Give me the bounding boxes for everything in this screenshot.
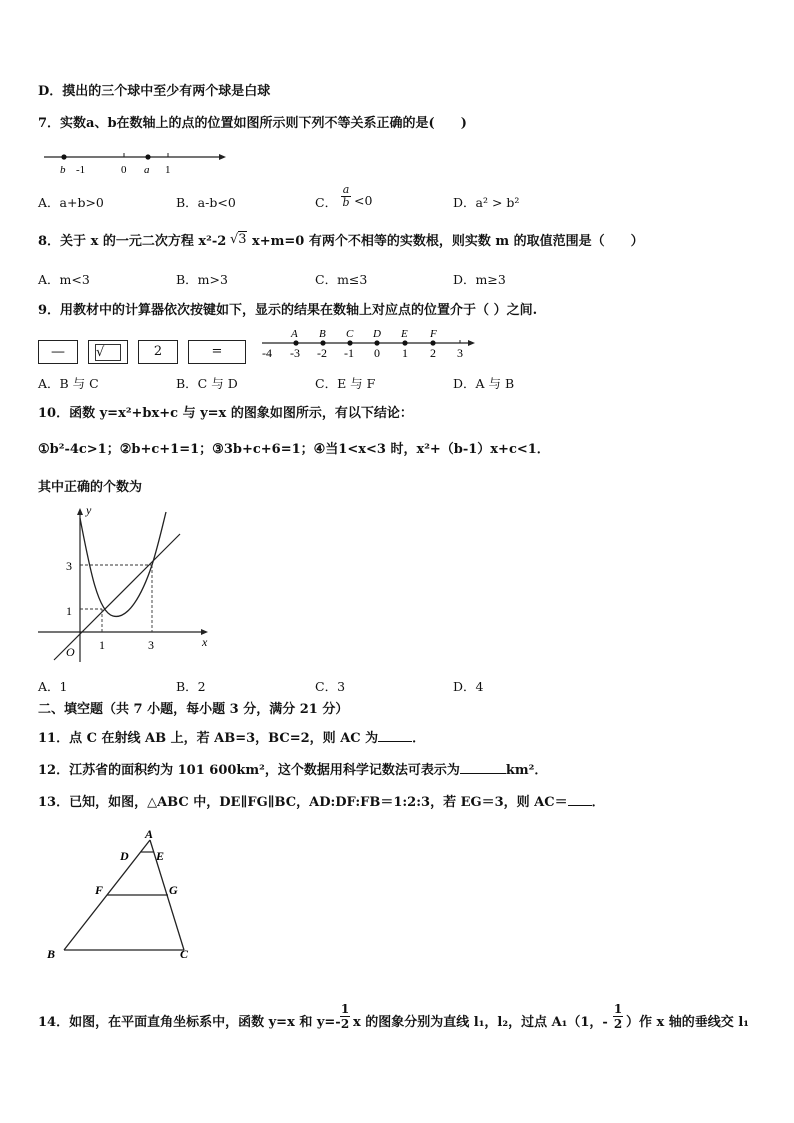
q13-label-b: B [47,947,56,961]
q7-stem: 7．实数a、b在数轴上的点的位置如图所示则下列不等关系正确的是( ) [38,116,467,131]
calc-key-sqrt-label: √ [96,345,105,360]
q9-point-e: E [401,328,408,340]
q8-option-b: B．m>3 [176,272,228,287]
q12-answer-blank[interactable] [460,760,506,774]
calc-key-equals-label: = [211,344,223,359]
q13-stem: 13．已知，如图，△ABC 中，DE∥FG∥BC，AD:DF:FB＝1:2:3，若 EG＝3，则 AC＝ [38,795,568,810]
q7-frac-denominator: b [342,196,350,209]
q12-end: km²． [505,763,548,778]
q10-option-b: B．2 [176,679,206,694]
q14-frac1-numerator: 1 [340,1002,350,1016]
q7-label-neg1: -1 [76,164,86,176]
q13-label-e: E [156,849,165,863]
q7-number-line [40,148,240,178]
q14-part2: x 的图象分别为直线 l₁，l₂，过点 A₁（1，- [353,1015,608,1030]
q9-point-b: B [319,328,326,340]
q11-text [38,728,425,747]
q13-text [38,792,605,811]
q13-end: ． [591,795,605,810]
q14-part3: ）作 x 轴的垂线交 l₁ [626,1015,749,1030]
q8-stem-part2: x+m=0 有两个不相等的实数根，则实数 m 的取值范围是（ ） [252,234,644,249]
q6-option-d: D．摸出的三个球中至少有两个球是白球 [38,84,271,99]
q9-tick-3: 3 [457,346,463,360]
q7-label-a: a [144,164,150,176]
q12-text [38,760,547,779]
q8-sqrt [230,232,247,247]
calc-key-equals [188,340,246,364]
q9-option-a: A．B 与 C [38,376,99,391]
q10-conclusions: ①b²-4c>1；②b+c+1=1；③3b+c+6=1；④当1<x<3 时，x²+（b-1）x+c<1． [38,442,550,457]
q10-y-axis-label: y [86,503,92,517]
q13-triangle-figure [40,828,210,968]
q10-y3-label: 3 [66,559,72,573]
q9-stem: 9．用教材中的计算器依次按键如下，显示的结果在数轴上对应点的位置介于（ ）之间. [38,303,538,318]
q13-label-d: D [120,849,129,863]
q7-option-d: D．a² > b² [453,195,520,210]
q9-number-line [258,323,480,363]
q8-option-c: C．m≤3 [315,272,368,287]
q7-label-1: 1 [165,164,171,176]
q9-point-a: A [291,328,298,340]
sqrt-key-icon [95,344,121,361]
q9-point-d: D [373,328,381,340]
q14-fraction-2 [613,1002,623,1031]
q9-tick-1: 1 [402,346,408,360]
q9-option-c: C．E 与 F [315,376,376,391]
q9-tick-neg3: -3 [290,346,300,360]
section2-heading: 二、填空题（共 7 小题，每小题 3 分，满分 21 分） [38,702,349,717]
q10-subquestion: 其中正确的个数为 [38,480,143,495]
q9-tick-2: 2 [430,346,436,360]
q13-label-c: C [180,947,189,961]
calc-key-minus [38,340,78,364]
q10-stem: 10．函数 y=x²+bx+c 与 y=x 的图象如图所示，有以下结论： [38,406,413,421]
q11-answer-blank[interactable] [378,728,412,742]
q7-option-c-fraction [341,184,351,209]
q9-tick-neg1: -1 [344,346,354,360]
q14-frac2-numerator: 1 [613,1002,623,1016]
q9-point-f: F [430,328,437,340]
q14-frac2-denominator: 2 [613,1017,623,1031]
q7-label-0: 0 [121,164,127,176]
q11-end: ． [412,731,426,746]
q11-stem: 11．点 C 在射线 AB 上，若 AB=3，BC=2，则 AC 为 [38,731,379,746]
calc-key-2-label: 2 [153,344,163,359]
q10-option-a: A．1 [38,679,68,694]
q13-label-f: F [95,883,104,897]
q9-tick-neg4: -4 [262,346,272,360]
q7-option-c-suffix: <0 [354,193,373,208]
q9-option-b: B．C 与 D [176,376,238,391]
q8-option-d: D．m≥3 [453,272,506,287]
q8-stem-part1: 8．关于 x 的一元二次方程 x²-2 [38,234,227,249]
q9-point-c: C [346,328,354,340]
calc-key-sqrt [88,340,128,364]
q14-frac1-denominator: 2 [340,1017,350,1031]
q13-label-g: G [169,883,178,897]
q14-fraction-1 [340,1002,350,1031]
q7-option-b: B．a-b<0 [176,195,236,210]
q9-tick-0: 0 [374,346,380,360]
q12-stem: 12．江苏省的面积约为 101 600km²，这个数据用科学记数法可表示为 [38,763,460,778]
q10-y1-label: 1 [66,604,72,618]
q10-origin-label: O [66,645,75,659]
q10-x-axis-label: x [202,635,208,649]
q7-label-b: b [60,164,66,176]
radical-icon: √ [230,232,239,247]
q9-tick-neg2: -2 [317,346,327,360]
calc-key-2 [138,340,178,364]
q8-option-a: A．m<3 [38,272,90,287]
q8-sqrt-value: 3 [238,232,247,247]
q10-x3-label: 3 [148,638,154,652]
q10-graph [30,500,220,668]
q7-frac-numerator: a [342,183,350,196]
q14-part1: 14．如图，在平面直角坐标系中，函数 y=x 和 y=- [38,1015,341,1030]
q10-option-c: C．3 [315,679,346,694]
q10-option-d: D．4 [453,679,484,694]
q13-label-a: A [145,828,154,841]
q10-x1-label: 1 [99,638,105,652]
q13-answer-blank[interactable] [568,792,592,806]
calc-key-minus-label: — [51,344,65,360]
q9-option-d: D．A 与 B [453,376,515,391]
q7-option-a: A．a+b>0 [38,195,104,210]
q7-option-c-prefix: C． [315,195,338,210]
